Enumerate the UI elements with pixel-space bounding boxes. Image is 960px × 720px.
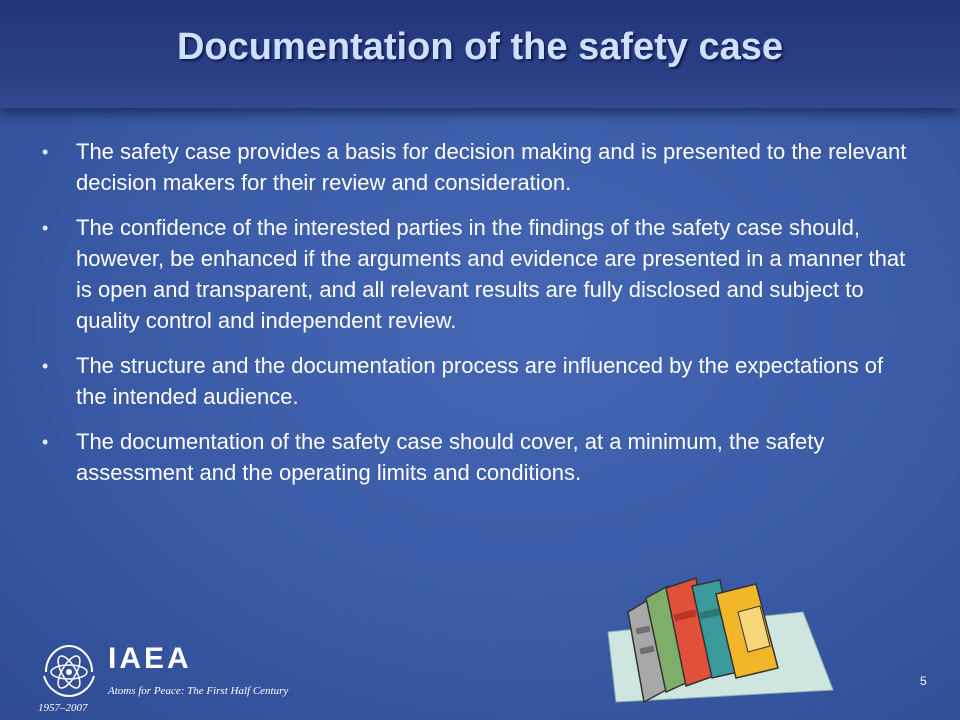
logo-tagline: Atoms for Peace: The First Half Century xyxy=(108,685,289,697)
title-bar xyxy=(0,0,960,108)
bullet-marker: • xyxy=(42,356,49,376)
bullet-item xyxy=(32,136,912,198)
bullet-text: The structure and the documentation process are influenced by the expectations of the intended audience. xyxy=(76,353,884,409)
page-number: 5 xyxy=(920,674,927,688)
slide-title: Documentation of the safety case xyxy=(176,26,784,68)
logo-wordmark: IAEA xyxy=(108,642,192,675)
iaea-logo xyxy=(38,638,298,714)
bullet-marker: • xyxy=(42,218,49,238)
logo-years: 1957–2007 xyxy=(38,702,88,714)
un-globe-atom-icon xyxy=(38,642,100,700)
bullet-item xyxy=(32,426,912,488)
bullet-text: The documentation of the safety case should cover, at a minimum, the safety assessment and the operating limits and conditions. xyxy=(76,429,825,485)
bullet-text: The safety case provides a basis for decision making and is presented to the relevant decision makers for their review and consideration. xyxy=(76,139,907,195)
books-icon xyxy=(588,572,838,712)
bullet-marker: • xyxy=(42,142,49,162)
bullet-item xyxy=(32,350,912,412)
bullet-text: The confidence of the interested parties in the findings of the safety case should, however, be enhanced if the arguments and evidence are presented in a manner that is open and transparent, and all relevant results are fully disclosed and subject to quality control and independent review. xyxy=(76,215,906,333)
bullet-marker: • xyxy=(42,432,49,452)
bullet-list xyxy=(32,136,912,502)
bullet-item xyxy=(32,212,912,336)
